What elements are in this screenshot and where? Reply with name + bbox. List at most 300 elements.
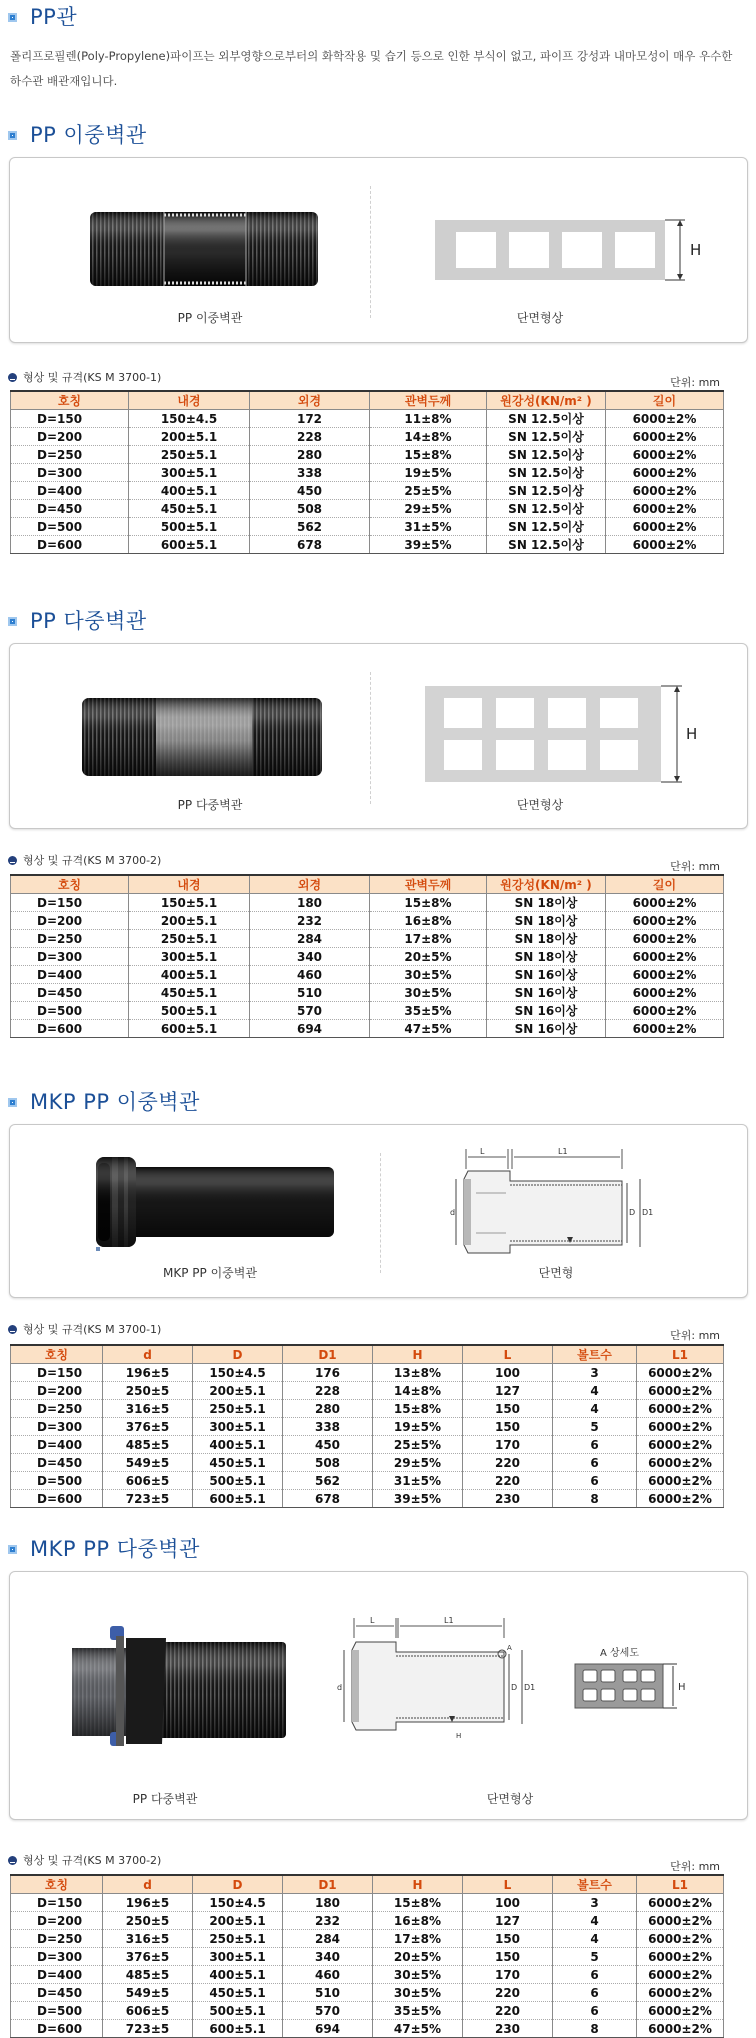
column-header: L: [463, 1345, 553, 1364]
table-cell: SN 12.5이상: [487, 464, 606, 482]
table-cell: SN 16이상: [487, 984, 606, 1002]
h-dimension-label: H: [678, 1682, 686, 1693]
table-row: [11, 1930, 724, 1948]
table-cell: 6000±2%: [637, 1894, 724, 1912]
table-cell: 500±5.1: [193, 1472, 283, 1490]
table-cell: SN 16이상: [487, 1020, 606, 1038]
mkp-cross-section-diagram: [332, 1610, 536, 1760]
table-cell: 230: [463, 2020, 553, 2038]
column-header: 외경: [250, 875, 370, 894]
table-cell: 6000±2%: [606, 948, 724, 966]
table-cell: 6000±2%: [606, 1002, 724, 1020]
square-bullet-icon: [8, 131, 17, 140]
table-cell: D=250: [11, 1400, 103, 1418]
section-header-pp-multi-wall: [8, 606, 147, 634]
table-cell: 6000±2%: [637, 1912, 724, 1930]
d1-dimension-label: D1: [524, 1683, 536, 1692]
table-cell: 723±5: [103, 1490, 193, 1508]
table-cell: 5: [553, 1948, 637, 1966]
spec-table: [10, 390, 724, 554]
table-cell: 250±5.1: [129, 446, 250, 464]
table-cell: 39±5%: [373, 1490, 463, 1508]
figure-box-mkp-pp-double-wall: [9, 1124, 748, 1298]
section-title: MKP PP 이중벽관: [30, 1090, 200, 1114]
table-cell: 338: [250, 464, 370, 482]
table-cell: 100: [463, 1364, 553, 1382]
table-cell: 606±5: [103, 2002, 193, 2020]
table-cell: 220: [463, 1472, 553, 1490]
column-header: 호칭: [11, 1345, 103, 1364]
table-cell: 31±5%: [373, 1472, 463, 1490]
figure-caption: 단면형상: [516, 311, 564, 325]
table-cell: D=300: [11, 948, 129, 966]
cross-section-diagram: [410, 676, 740, 796]
table-cell: 150: [463, 1418, 553, 1436]
pp-multi-wall-pipe-image: [72, 694, 332, 780]
mkp-pp-double-wall-pipe-image: [90, 1149, 350, 1259]
table-cell: 196±5: [103, 1894, 193, 1912]
circle-bullet-icon: [8, 1856, 17, 1865]
table-cell: SN 12.5이상: [487, 446, 606, 464]
table-cell: 485±5: [103, 1436, 193, 1454]
table-cell: D=400: [11, 966, 129, 984]
table-row: [11, 1020, 724, 1038]
table-cell: 25±5%: [373, 1436, 463, 1454]
table-cell: 400±5.1: [193, 1966, 283, 1984]
table-cell: 606±5: [103, 1472, 193, 1490]
table-cell: 6: [553, 1472, 637, 1490]
table-cell: 228: [283, 1382, 373, 1400]
table-cell: D=200: [11, 428, 129, 446]
table-cell: 220: [463, 1984, 553, 2002]
figure-caption: MKP PP 이중벽관: [163, 1266, 257, 1280]
table-row: [11, 446, 724, 464]
column-header: 호칭: [11, 391, 129, 410]
table-row: [11, 1984, 724, 2002]
table-cell: 570: [250, 1002, 370, 1020]
table-cell: 196±5: [103, 1364, 193, 1382]
table-row: [11, 948, 724, 966]
table-cell: 400±5.1: [129, 482, 250, 500]
table-row: [11, 1472, 724, 1490]
table-cell: 6000±2%: [637, 1454, 724, 1472]
table-cell: 562: [283, 1472, 373, 1490]
table-cell: 200±5.1: [129, 428, 250, 446]
section-header-mkp-pp-multi-wall: [8, 1534, 200, 1562]
table-cell: 8: [553, 2020, 637, 2038]
table-cell: 450±5.1: [193, 1454, 283, 1472]
table-cell: 5: [553, 1418, 637, 1436]
spec-heading: [8, 369, 161, 385]
table-cell: 300±5.1: [129, 464, 250, 482]
table-row: [11, 1400, 724, 1418]
table-cell: 316±5: [103, 1930, 193, 1948]
l1-dimension-label: L1: [558, 1147, 568, 1156]
table-cell: 15±8%: [373, 1400, 463, 1418]
table-cell: 172: [250, 410, 370, 428]
table-cell: 228: [250, 428, 370, 446]
table-cell: 20±5%: [370, 948, 487, 966]
table-cell: 170: [463, 1436, 553, 1454]
table-cell: D=500: [11, 2002, 103, 2020]
table-cell: 200±5.1: [193, 1382, 283, 1400]
table-cell: 6: [553, 1966, 637, 1984]
table-cell: 6000±2%: [637, 1400, 724, 1418]
table-cell: 8: [553, 1490, 637, 1508]
table-cell: 6000±2%: [606, 1020, 724, 1038]
table-cell: 600±5.1: [193, 2020, 283, 2038]
intro-text: 폴리프로필렌(Poly-Propylene)파이프는 외부영향으로부터의 화학작용 및 습기 등으로 인한 부식이 없고, 파이프 강성과 내마모성이 매우 우수한 하수관 배관재입니다.: [10, 49, 733, 88]
spec-table: [10, 874, 724, 1038]
circle-bullet-icon: [8, 856, 17, 865]
table-cell: 100: [463, 1894, 553, 1912]
spec-table: [10, 1344, 724, 1508]
table-cell: D=150: [11, 410, 129, 428]
column-header: L: [463, 1875, 553, 1894]
figure-caption: 단면형: [538, 1266, 574, 1280]
table-cell: 16±8%: [373, 1912, 463, 1930]
table-cell: 232: [250, 912, 370, 930]
table-cell: 600±5.1: [129, 1020, 250, 1038]
figure-caption: PP 이중벽관: [177, 311, 243, 325]
table-header-row: [11, 875, 724, 894]
table-cell: 30±5%: [370, 966, 487, 984]
a-detail-marker: A: [507, 1644, 512, 1652]
spec-heading: [8, 1852, 161, 1868]
table-cell: 14±8%: [373, 1382, 463, 1400]
table-cell: 284: [250, 930, 370, 948]
table-cell: 250±5: [103, 1912, 193, 1930]
table-cell: D=600: [11, 1490, 103, 1508]
table-cell: 200±5.1: [129, 912, 250, 930]
pp-double-wall-pipe-image: [80, 208, 330, 288]
column-header: 외경: [250, 391, 370, 410]
spec-title: 형상 및 규격(KS M 3700-1): [23, 371, 162, 384]
table-cell: 549±5: [103, 1454, 193, 1472]
figure-caption: PP 다중벽관: [177, 798, 243, 812]
table-cell: 35±5%: [370, 1002, 487, 1020]
table-row: [11, 930, 724, 948]
table-cell: 15±8%: [370, 446, 487, 464]
table-cell: 17±8%: [373, 1930, 463, 1948]
table-cell: 508: [283, 1454, 373, 1472]
table-cell: 6: [553, 1436, 637, 1454]
table-cell: 570: [283, 2002, 373, 2020]
table-cell: 694: [250, 1020, 370, 1038]
table-cell: 600±5.1: [129, 536, 250, 554]
table-cell: 180: [250, 894, 370, 912]
section-title: MKP PP 다중벽관: [30, 1537, 200, 1561]
table-cell: 6000±2%: [637, 1984, 724, 2002]
big-d-dimension-label: D: [511, 1683, 518, 1692]
table-cell: 376±5: [103, 1948, 193, 1966]
d-dimension-label: d: [450, 1208, 456, 1217]
table-cell: 250±5.1: [129, 930, 250, 948]
table-cell: 4: [553, 1400, 637, 1418]
unit-label: 단위: mm: [670, 1860, 720, 1873]
table-cell: 485±5: [103, 1966, 193, 1984]
d1-dimension-label: D1: [642, 1208, 654, 1217]
table-cell: 6000±2%: [606, 464, 724, 482]
table-row: [11, 1894, 724, 1912]
table-cell: 6000±2%: [606, 536, 724, 554]
spec-title: 형상 및 규격(KS M 3700-2): [23, 854, 162, 867]
table-cell: 13±8%: [373, 1364, 463, 1382]
table-cell: 338: [283, 1418, 373, 1436]
spec-heading: [8, 1321, 161, 1337]
square-bullet-icon: [8, 1098, 17, 1107]
table-cell: D=500: [11, 1002, 129, 1020]
table-cell: 450±5.1: [193, 1984, 283, 2002]
table-cell: 170: [463, 1966, 553, 1984]
d-dimension-label: d: [337, 1683, 343, 1692]
table-cell: 30±5%: [373, 1984, 463, 2002]
table-cell: 450: [250, 482, 370, 500]
table-cell: D=300: [11, 464, 129, 482]
circle-bullet-icon: [8, 373, 17, 382]
table-cell: 450±5.1: [129, 984, 250, 1002]
table-cell: SN 16이상: [487, 966, 606, 984]
page-header: [8, 2, 77, 30]
table-cell: D=400: [11, 1966, 103, 1984]
column-header: 호칭: [11, 1875, 103, 1894]
column-header: D: [193, 1875, 283, 1894]
divider: [370, 186, 371, 318]
section-header-mkp-pp-double-wall: [8, 1087, 200, 1115]
page-title: PP관: [30, 5, 78, 29]
column-header: D1: [283, 1345, 373, 1364]
table-cell: 6000±2%: [637, 1490, 724, 1508]
table-cell: 376±5: [103, 1418, 193, 1436]
table-cell: D=150: [11, 1894, 103, 1912]
table-cell: 150±4.5: [193, 1894, 283, 1912]
l1-dimension-label: L1: [444, 1616, 454, 1625]
table-cell: SN 18이상: [487, 894, 606, 912]
column-header: H: [373, 1875, 463, 1894]
table-row: [11, 428, 724, 446]
table-cell: 200±5.1: [193, 1912, 283, 1930]
table-cell: 11±8%: [370, 410, 487, 428]
table-row: [11, 912, 724, 930]
table-cell: 4: [553, 1930, 637, 1948]
table-cell: 6000±2%: [606, 500, 724, 518]
h-dimension-label: H: [690, 241, 702, 259]
table-cell: 694: [283, 2020, 373, 2038]
section-title: PP 다중벽관: [30, 609, 147, 633]
column-header: 내경: [129, 875, 250, 894]
table-cell: 400±5.1: [193, 1436, 283, 1454]
detail-label: A 상세도: [600, 1648, 639, 1659]
table-row: [11, 984, 724, 1002]
table-row: [11, 482, 724, 500]
table-cell: 400±5.1: [129, 966, 250, 984]
table-cell: D=250: [11, 1930, 103, 1948]
table-cell: D=600: [11, 2020, 103, 2038]
figure-caption: 단면형상: [486, 1792, 534, 1806]
table-cell: 6000±2%: [606, 930, 724, 948]
table-row: [11, 536, 724, 554]
table-cell: 127: [463, 1382, 553, 1400]
mkp-cross-section-diagram: [450, 1143, 660, 1263]
table-cell: 17±8%: [370, 930, 487, 948]
big-d-dimension-label: D: [629, 1208, 636, 1217]
table-cell: 508: [250, 500, 370, 518]
table-cell: 340: [250, 948, 370, 966]
table-cell: 47±5%: [370, 1020, 487, 1038]
table-cell: 180: [283, 1894, 373, 1912]
table-cell: 600±5.1: [193, 1490, 283, 1508]
table-cell: SN 12.5이상: [487, 518, 606, 536]
table-cell: D=200: [11, 1382, 103, 1400]
unit-label: 단위: mm: [670, 376, 720, 389]
unit-label: 단위: mm: [670, 1329, 720, 1342]
table-cell: D=600: [11, 1020, 129, 1038]
table-cell: 30±5%: [370, 984, 487, 1002]
table-cell: D=250: [11, 930, 129, 948]
column-header: L1: [637, 1345, 724, 1364]
table-row: [11, 1912, 724, 1930]
table-cell: SN 18이상: [487, 930, 606, 948]
table-cell: 16±8%: [370, 912, 487, 930]
table-cell: SN 12.5이상: [487, 410, 606, 428]
column-header: 원강성(KN/m² ): [487, 391, 606, 410]
square-bullet-icon: [8, 13, 17, 22]
table-cell: 29±5%: [370, 500, 487, 518]
table-header-row: [11, 1345, 724, 1364]
table-cell: 232: [283, 1912, 373, 1930]
column-header: 관벽두께: [370, 391, 487, 410]
table-cell: 6000±2%: [606, 482, 724, 500]
table-cell: D=200: [11, 1912, 103, 1930]
table-cell: 6000±2%: [606, 894, 724, 912]
h-dimension-label: H: [686, 725, 698, 743]
table-cell: 6000±2%: [606, 518, 724, 536]
column-header: 내경: [129, 391, 250, 410]
table-cell: 562: [250, 518, 370, 536]
table-cell: D=450: [11, 1454, 103, 1472]
column-header: D: [193, 1345, 283, 1364]
table-cell: 6000±2%: [637, 2020, 724, 2038]
table-cell: 6000±2%: [606, 984, 724, 1002]
table-cell: D=450: [11, 984, 129, 1002]
table-header-row: [11, 1875, 724, 1894]
table-row: [11, 894, 724, 912]
table-row: [11, 1436, 724, 1454]
table-cell: 15±8%: [373, 1894, 463, 1912]
table-cell: 460: [283, 1966, 373, 1984]
h-dimension-label: H: [456, 1732, 462, 1740]
mkp-pp-multi-wall-pipe-image: [66, 1612, 296, 1762]
table-cell: 150±4.5: [193, 1364, 283, 1382]
table-cell: 510: [250, 984, 370, 1002]
table-cell: 500±5.1: [129, 1002, 250, 1020]
table-cell: 500±5.1: [193, 2002, 283, 2020]
table-cell: 250±5.1: [193, 1930, 283, 1948]
table-cell: 3: [553, 1894, 637, 1912]
table-cell: 3: [553, 1364, 637, 1382]
figure-box-pp-multi-wall: [9, 643, 748, 829]
table-cell: 6000±2%: [637, 1418, 724, 1436]
table-cell: 29±5%: [373, 1454, 463, 1472]
table-cell: D=500: [11, 518, 129, 536]
table-cell: 20±5%: [373, 1948, 463, 1966]
table-cell: 6000±2%: [637, 1930, 724, 1948]
table-cell: 220: [463, 2002, 553, 2020]
table-cell: 500±5.1: [129, 518, 250, 536]
table-cell: 300±5.1: [193, 1948, 283, 1966]
table-cell: 6000±2%: [637, 1382, 724, 1400]
column-header: d: [103, 1345, 193, 1364]
column-header: D1: [283, 1875, 373, 1894]
table-cell: 127: [463, 1912, 553, 1930]
spec-table: [10, 1874, 724, 2038]
table-cell: D=450: [11, 1984, 103, 2002]
table-cell: 150±5.1: [129, 894, 250, 912]
table-cell: SN 12.5이상: [487, 428, 606, 446]
l-dimension-label: L: [370, 1616, 375, 1625]
l-dimension-label: L: [480, 1147, 485, 1156]
table-cell: D=400: [11, 1436, 103, 1454]
figure-caption: 단면형상: [516, 798, 564, 812]
table-cell: 510: [283, 1984, 373, 2002]
table-row: [11, 1002, 724, 1020]
table-row: [11, 1364, 724, 1382]
table-cell: 300±5.1: [129, 948, 250, 966]
column-header: d: [103, 1875, 193, 1894]
table-cell: D=450: [11, 500, 129, 518]
table-cell: 6: [553, 1454, 637, 1472]
figure-caption: PP 다중벽관: [132, 1792, 198, 1806]
table-cell: D=150: [11, 1364, 103, 1382]
table-cell: D=300: [11, 1948, 103, 1966]
circle-bullet-icon: [8, 1325, 17, 1334]
table-cell: 280: [250, 446, 370, 464]
column-header: H: [373, 1345, 463, 1364]
table-cell: 150: [463, 1948, 553, 1966]
table-cell: D=300: [11, 1418, 103, 1436]
table-row: [11, 1418, 724, 1436]
spec-title: 형상 및 규격(KS M 3700-2): [23, 1854, 162, 1867]
table-row: [11, 1966, 724, 1984]
table-cell: D=200: [11, 912, 129, 930]
table-cell: 284: [283, 1930, 373, 1948]
table-cell: 678: [283, 1490, 373, 1508]
section-header-pp-double-wall: [8, 120, 147, 148]
table-cell: 39±5%: [370, 536, 487, 554]
table-cell: 150±4.5: [129, 410, 250, 428]
table-cell: 6: [553, 1984, 637, 2002]
column-header: 볼트수: [553, 1875, 637, 1894]
unit-label: 단위: mm: [670, 860, 720, 873]
table-cell: 6000±2%: [637, 1472, 724, 1490]
table-cell: 15±8%: [370, 894, 487, 912]
table-cell: 176: [283, 1364, 373, 1382]
table-row: [11, 1454, 724, 1472]
spec-heading: [8, 852, 161, 868]
table-cell: 31±5%: [370, 518, 487, 536]
table-cell: 340: [283, 1948, 373, 1966]
column-header: 볼트수: [553, 1345, 637, 1364]
table-cell: 450: [283, 1436, 373, 1454]
table-row: [11, 410, 724, 428]
table-cell: 723±5: [103, 2020, 193, 2038]
table-cell: 30±5%: [373, 1966, 463, 1984]
table-cell: 6000±2%: [637, 1436, 724, 1454]
table-row: [11, 518, 724, 536]
table-cell: 150: [463, 1930, 553, 1948]
table-cell: 549±5: [103, 1984, 193, 2002]
divider: [370, 672, 371, 804]
